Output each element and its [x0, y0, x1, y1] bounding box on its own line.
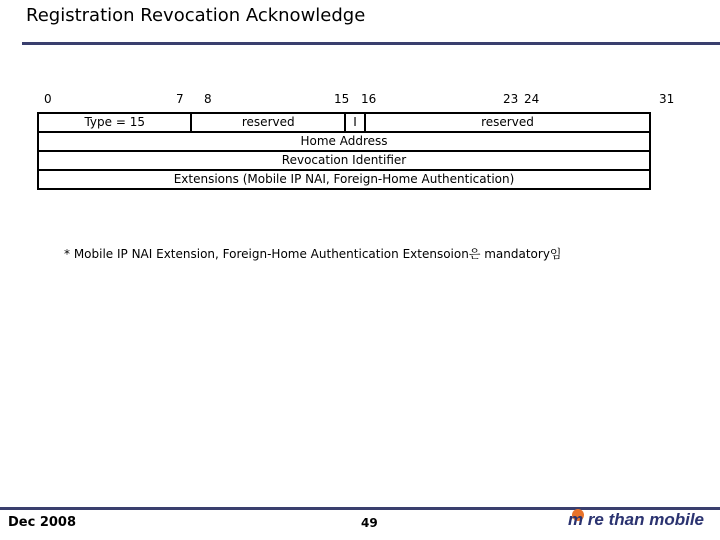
header-rule	[22, 42, 720, 45]
packet-format-table	[37, 112, 651, 190]
bit-number-23: 23	[503, 92, 519, 106]
field-reserved-a: reserved	[191, 113, 345, 132]
bit-number-16: 16	[361, 92, 377, 106]
field-reserved-b: reserved	[365, 113, 650, 132]
field-revocation-identifier: Revocation Identifier	[38, 151, 650, 170]
bit-number-31: 31	[659, 92, 675, 106]
field-home-address: Home Address	[38, 132, 650, 151]
mandatory-note: * Mobile IP NAI Extension, Foreign-Home Authentication Extensoion은 mandatory임	[64, 247, 562, 261]
brand-logo: m re than mobile	[567, 510, 704, 529]
bit-number-8: 8	[204, 92, 212, 106]
field-flag-i: I	[345, 113, 365, 132]
page-number: 49	[361, 516, 378, 530]
bit-number-24: 24	[524, 92, 540, 106]
footer-date: Dec 2008	[8, 515, 77, 530]
slide-title: Registration Revocation Acknowledge	[26, 5, 366, 26]
packet-row-revocation-id	[38, 151, 650, 170]
packet-row-home-address	[38, 132, 650, 151]
field-extensions: Extensions (Mobile IP NAI, Foreign-Home Authentication)	[38, 170, 650, 189]
bit-number-0: 0	[44, 92, 52, 106]
packet-row-extensions	[38, 170, 650, 189]
bit-number-15: 15	[334, 92, 350, 106]
field-type: Type = 15	[38, 113, 191, 132]
bit-number-7: 7	[176, 92, 184, 106]
packet-row-header	[38, 113, 650, 132]
